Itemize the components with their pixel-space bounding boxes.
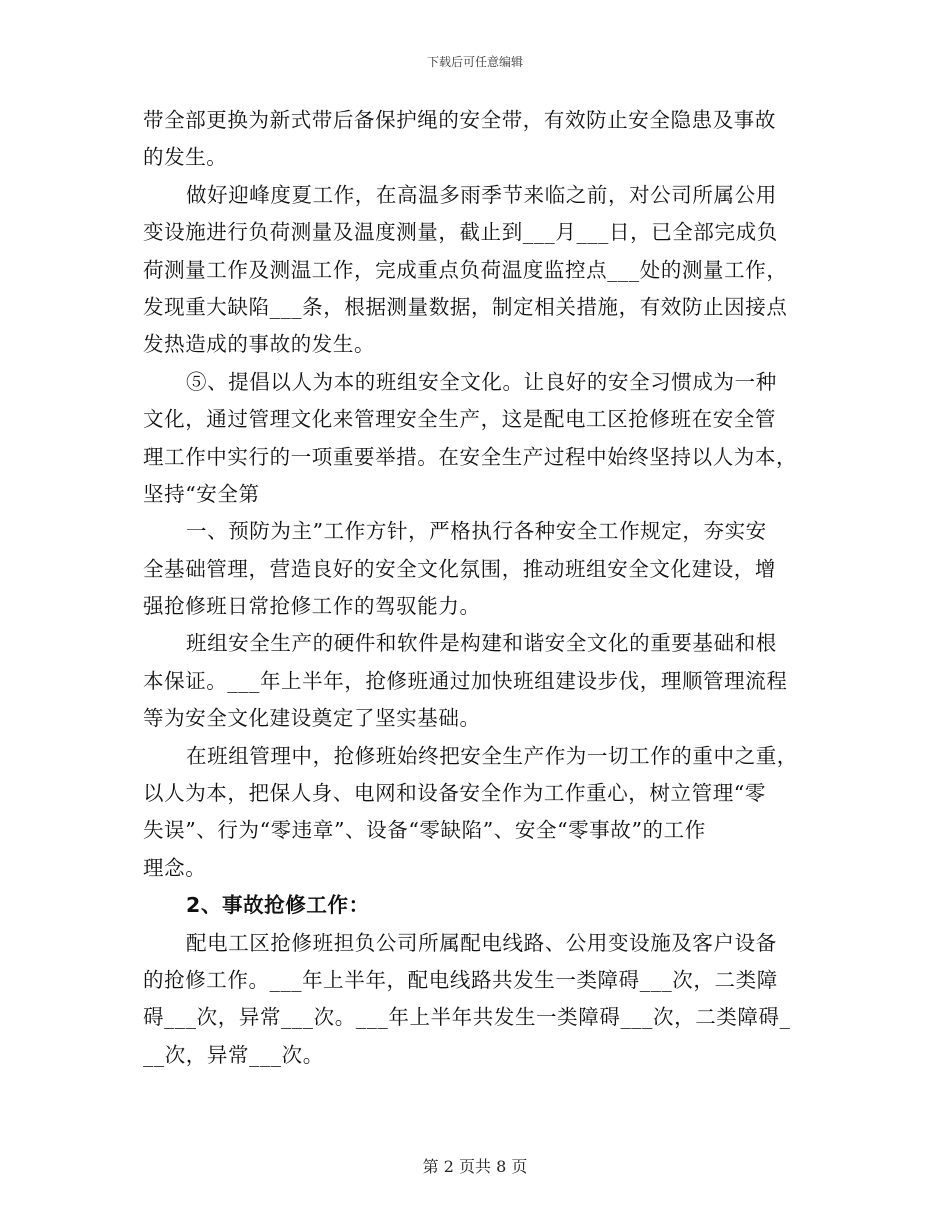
paragraph-line: __次，异常___次。 bbox=[143, 1042, 324, 1067]
page-header-note: 下载后可任意编辑 bbox=[426, 55, 523, 69]
paragraph-line: 的抢修工作。___年上半年，配电线路共发生一类障碍___次，二类障 bbox=[143, 967, 778, 992]
paragraph-line: ⑤、提倡以人为本的班组安全文化。让良好的安全习惯成为一种 bbox=[186, 369, 777, 394]
document-body bbox=[143, 102, 805, 1074]
section-heading: 2、事故抢修工作： bbox=[186, 893, 370, 918]
paragraph-line: 发现重大缺陷___条，根据测量数据，制定相关措施，有效防止因接点 bbox=[143, 294, 788, 319]
paragraph-line: 配电工区抢修班担负公司所属配电线路、公用变设施及客户设备 bbox=[186, 930, 777, 955]
page-number: 第 2 页共 8 页 bbox=[422, 1157, 528, 1176]
paragraph-line: 在班组管理中，抢修班始终把安全生产作为一切工作的重中之重， bbox=[186, 743, 798, 768]
paragraph-line: 荷测量工作及测温工作，完成重点负荷温度监控点___处的测量工作， bbox=[143, 257, 788, 282]
paragraph-line: 理念。 bbox=[143, 855, 207, 880]
paragraph-line: 等为安全文化建设奠定了坚实基础。 bbox=[143, 706, 481, 731]
paragraph-line: 文化，通过管理文化来管理安全生产，这是配电工区抢修班在安全管 bbox=[143, 407, 776, 432]
paragraph-line: 以人为本，把保人身、电网和设备安全作为工作重心，树立管理“零 bbox=[143, 781, 766, 806]
paragraph-line: 强抢修班日常抢修工作的驾驭能力。 bbox=[143, 594, 481, 619]
paragraph-line: 一、预防为主”工作方针，严格执行各种安全工作规定，夯实安 bbox=[186, 519, 767, 544]
paragraph-line: 碍___次，异常___次。___年上半年共发生一类障碍___次，二类障碍_ bbox=[143, 1005, 791, 1030]
paragraph-line: 做好迎峰度夏工作，在高温多雨季节来临之前，对公司所属公用 bbox=[186, 182, 777, 207]
paragraph-line: 本保证。___年上半年，抢修班通过加快班组建设步伐，理顺管理流程 bbox=[143, 668, 788, 693]
paragraph-line: 变设施进行负荷测量及温度测量，截止到___月___日，已全部完成负 bbox=[143, 220, 778, 245]
paragraph-line: 发热造成的事故的发生。 bbox=[143, 332, 376, 357]
paragraph-line: 班组安全生产的硬件和软件是构建和谐安全文化的重要基础和根 bbox=[186, 631, 777, 656]
paragraph-line: 失误”、行为“零违章”、设备“零缺陷”、安全“零事故”的工作 bbox=[143, 818, 706, 843]
paragraph-line: 理工作中实行的一项重要举措。在安全生产过程中始终坚持以人为本， bbox=[143, 444, 798, 469]
paragraph-line: 的发生。 bbox=[143, 145, 228, 170]
paragraph-line: 全基础管理，营造良好的安全文化氛围，推动班组安全文化建设，增 bbox=[143, 556, 776, 581]
paragraph-line: 带全部更换为新式带后备保护绳的安全带，有效防止安全隐患及事故 bbox=[143, 108, 776, 132]
paragraph-line: 坚持“安全第 bbox=[143, 481, 260, 506]
